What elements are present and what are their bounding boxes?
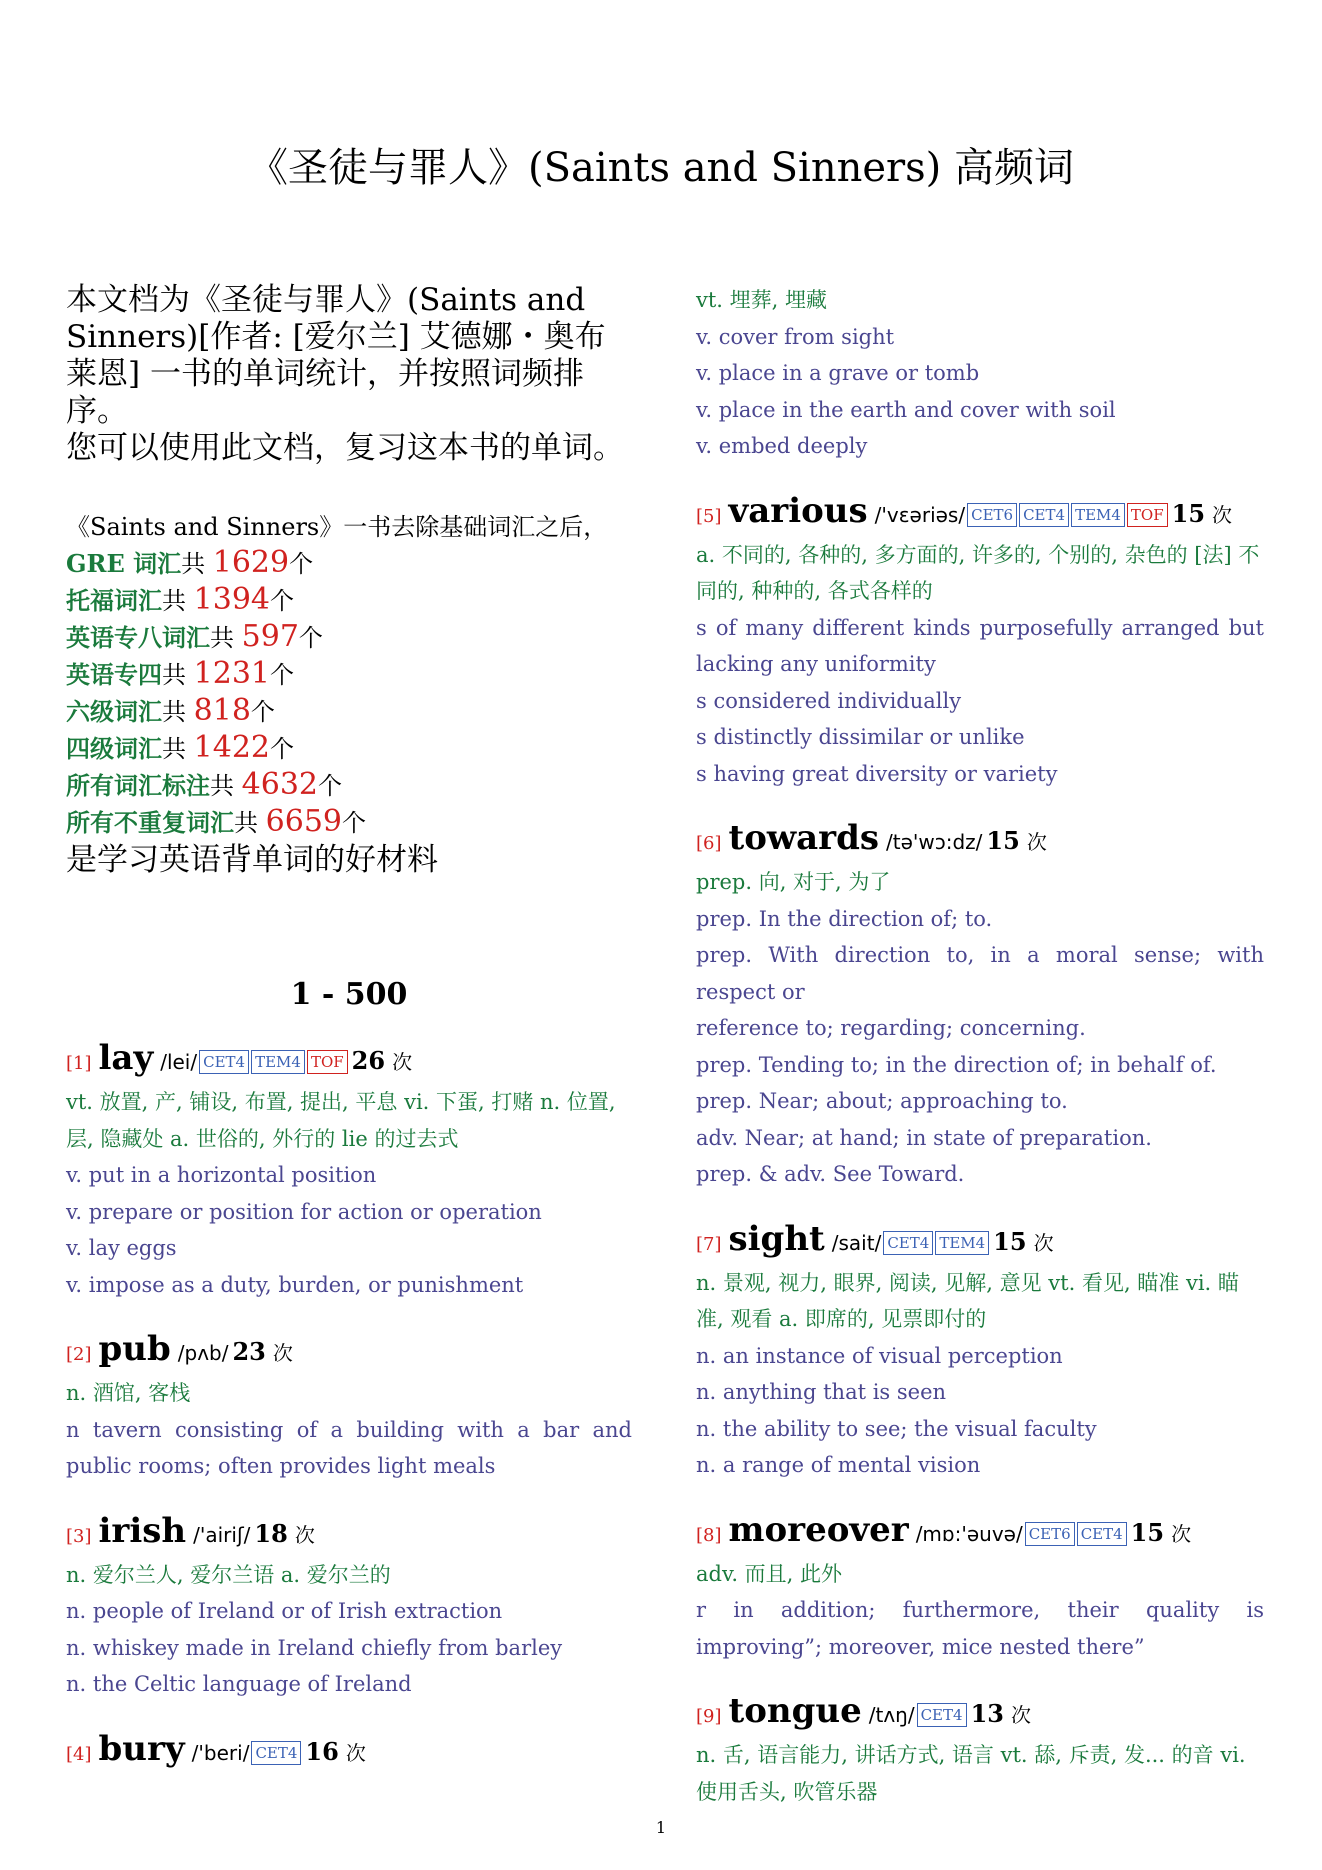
exam-tag-badge: CET4: [883, 1231, 933, 1255]
stats-lead: 《Saints and Sinners》一书去除基础词汇之后，: [66, 513, 608, 541]
entry-index: [6]: [696, 833, 722, 854]
chinese-definition: n. 舌, 语言能力, 讲话方式, 语言 vt. 舔, 斥责, 发... 的音 vi. 使用舌头, 吹管乐器: [696, 1743, 1246, 1804]
entry-head: [696, 1510, 1264, 1556]
times-label: 次: [392, 1050, 413, 1074]
chinese-definition: prep. 向, 对于, 为了: [696, 870, 891, 894]
entry-word: pub: [98, 1329, 171, 1369]
entry-index: [3]: [66, 1525, 92, 1547]
entry-word: sight: [728, 1218, 825, 1259]
stat-unit: 个: [270, 661, 294, 689]
exam-tag-badge: CET4: [199, 1050, 249, 1074]
english-definition: n. the Celtic language of Ireland: [66, 1672, 412, 1696]
entry-pronunciation: /'vɛəriəs/: [874, 502, 966, 527]
stat-unit: 个: [298, 624, 323, 652]
stat-label: 所有词汇标注: [66, 771, 210, 800]
entry-word: tongue: [728, 1691, 862, 1731]
chinese-definition: n. 景观, 视力, 眼界, 阅读, 见解, 意见 vt. 看见, 瞄准 vi. 瞄准, 观看 a. 即席的, 见票即付的: [696, 1270, 1239, 1331]
entry-pronunciation: /'airiʃ/: [193, 1522, 251, 1547]
english-definition: s considered individually: [696, 688, 962, 713]
stat-label: GRE 词汇: [66, 549, 182, 578]
entry-word: towards: [728, 818, 880, 858]
stats-list: [66, 545, 632, 841]
english-definition: v. put in a horizontal position: [66, 1163, 377, 1187]
word-entry: [696, 818, 1264, 1193]
stat-label: 英语专四: [66, 660, 162, 689]
times-label: 次: [1212, 502, 1233, 527]
page-number: 1: [655, 1818, 667, 1837]
vocabulary-stats: [66, 509, 632, 879]
english-definition: n. anything that is seen: [696, 1380, 947, 1404]
stat-label: 四级词汇: [66, 734, 162, 763]
stat-line: [66, 693, 632, 730]
stat-label: 六级词汇: [66, 697, 162, 726]
english-definition: v. place in the earth and cover with soil: [696, 397, 1116, 422]
entry-word: bury: [98, 1728, 185, 1769]
entry-head: [696, 1691, 1264, 1737]
english-definition: s distinctly dissimilar or unlike: [696, 725, 1025, 749]
entry-head: [696, 1219, 1264, 1265]
entry-frequency: 18: [254, 1518, 288, 1548]
exam-tag-badge: TOF: [1127, 503, 1168, 527]
english-definition: prep. & adv. See Toward.: [696, 1162, 965, 1186]
stat-joiner: 共: [162, 587, 194, 615]
english-definition: prep. In the direction of; to.: [696, 906, 993, 931]
entry-index: [8]: [696, 1524, 722, 1546]
stats-tail: 是学习英语背单词的好材料: [66, 842, 438, 878]
entry-head: [66, 1511, 632, 1557]
range-heading: 1 - 500: [290, 977, 408, 1012]
entry-word: irish: [98, 1510, 187, 1551]
stat-joiner: 共: [210, 624, 242, 652]
chinese-definition: adv. 而且, 此外: [696, 1561, 843, 1586]
stat-unit: 个: [250, 698, 275, 726]
entry-word: various: [728, 490, 868, 531]
entry-word: lay: [98, 1038, 154, 1078]
entry-head: [66, 1329, 632, 1375]
exam-tag-badge: CET6: [1025, 1522, 1075, 1546]
stat-count: 1394: [193, 582, 270, 617]
chinese-definition: vt. 埋葬, 埋藏: [696, 288, 828, 312]
english-definition: adv. Near; at hand; in state of preparation.: [696, 1125, 1152, 1150]
entry-pronunciation: /tə'wɔ:dz/: [886, 830, 983, 854]
exam-tag-badge: TOF: [307, 1050, 348, 1074]
word-entry: [696, 1219, 1264, 1484]
times-label: 次: [1171, 1521, 1192, 1546]
stat-joiner: 共: [234, 809, 266, 837]
word-entry: [696, 1510, 1264, 1666]
english-definition: prep. Near; about; approaching to.: [696, 1089, 1068, 1113]
english-definition: v. place in a grave or tomb: [696, 361, 980, 385]
entry-frequency: 15: [986, 826, 1020, 855]
english-definition: n. whiskey made in Ireland chiefly from barley: [66, 1635, 563, 1660]
entry-pronunciation: /tʌŋ/: [868, 1703, 915, 1727]
chinese-definition: n. 酒馆, 客栈: [66, 1381, 191, 1405]
entry-word: moreover: [728, 1509, 909, 1550]
entry-head: [696, 818, 1264, 864]
intro-line-2: 您可以使用此文档，复习这本书的单词。: [66, 430, 624, 466]
entry-pronunciation: /mɒ:'əuvə/: [915, 1521, 1023, 1546]
exam-tag-badge: TEM4: [935, 1231, 989, 1255]
stat-label: 托福词汇: [66, 586, 162, 615]
stat-joiner: 共: [162, 661, 194, 689]
stat-label: 所有不重复词汇: [66, 808, 234, 837]
english-definition: n. the ability to see; the visual faculty: [696, 1416, 1097, 1441]
entry-frequency: 16: [305, 1736, 339, 1766]
stat-unit: 个: [318, 772, 342, 800]
stat-count: 1422: [193, 730, 270, 765]
stat-line: [66, 767, 632, 804]
word-entry: [696, 1691, 1264, 1810]
stat-line: [66, 656, 632, 693]
entry-pronunciation: /'beri/: [191, 1740, 250, 1765]
times-label: 次: [1033, 1230, 1054, 1255]
stat-joiner: 共: [162, 735, 194, 763]
stat-unit: 个: [270, 735, 294, 763]
english-definition: v. impose as a duty, burden, or punishment: [66, 1272, 524, 1297]
exam-tag-badge: TEM4: [1071, 503, 1125, 527]
english-definition: v. cover from sight: [696, 324, 895, 349]
stat-unit: 个: [342, 809, 366, 837]
english-definition: n. a range of mental vision: [696, 1453, 981, 1477]
exam-tag-badge: CET4: [251, 1741, 301, 1765]
entry-frequency: 26: [351, 1046, 386, 1075]
entry-frequency: 15: [993, 1226, 1027, 1256]
entry-pronunciation: /lei/: [160, 1050, 198, 1074]
stat-unit: 个: [270, 587, 294, 615]
english-definition: v. prepare or position for action or operation: [66, 1199, 542, 1224]
entries-left: [66, 1038, 632, 1775]
stat-line: [66, 804, 632, 841]
english-definition: n. people of Ireland or of Irish extraction: [66, 1599, 503, 1623]
entry-frequency: 15: [1171, 498, 1206, 528]
chinese-definition: vt. 放置, 产, 铺设, 布置, 提出, 平息 vi. 下蛋, 打赌 n. 位置, 层, 隐藏处 a. 世俗的, 外行的 lie 的过去式: [66, 1090, 616, 1151]
english-definition: prep. With direction to, in a moral sense; with respect or: [696, 943, 1264, 1004]
stat-label: 英语专八词汇: [66, 623, 210, 652]
entry-pronunciation: /sait/: [831, 1230, 882, 1255]
english-definition: reference to; regarding; concerning.: [696, 1016, 1086, 1040]
stat-joiner: 共: [210, 772, 242, 800]
english-definition: n tavern consisting of a building with a bar and public rooms; often provides light meals: [66, 1417, 632, 1478]
stat-line: [66, 619, 632, 656]
word-entry: [696, 491, 1264, 793]
stat-count: 6659: [265, 804, 342, 839]
stat-count: 1231: [193, 656, 270, 691]
times-label: 次: [294, 1522, 315, 1547]
times-label: 次: [272, 1341, 293, 1365]
english-definition: n. an instance of visual perception: [696, 1343, 1063, 1368]
entry-pronunciation: /pʌb/: [177, 1341, 229, 1365]
stat-unit: 个: [289, 550, 314, 578]
intro-line-1: 本文档为《圣徒与罪人》(Saints and Sinners)[作者: [爱尔兰] 艾德娜・奥布莱恩] 一书的单词统计，并按照词频排序。: [66, 282, 606, 429]
entry-index: [9]: [696, 1706, 722, 1727]
entry-index: [2]: [66, 1344, 92, 1365]
exam-tag-badge: TEM4: [251, 1050, 305, 1074]
entry-index: [5]: [696, 505, 722, 527]
entry-head: [696, 491, 1264, 537]
exam-tag-badge: CET4: [1019, 503, 1069, 527]
english-definition: s having great diversity or variety: [696, 761, 1058, 786]
stat-count: 818: [193, 693, 251, 728]
entry-frequency: 15: [1130, 1517, 1165, 1547]
entry-index: [7]: [696, 1233, 722, 1255]
word-entry: [66, 1729, 632, 1775]
english-definition: v. embed deeply: [696, 434, 868, 458]
times-label: 次: [1026, 830, 1047, 854]
stat-count: 597: [241, 619, 299, 654]
times-label: 次: [345, 1740, 366, 1765]
word-entry: [66, 1329, 632, 1485]
exam-tag-badge: CET6: [967, 503, 1017, 527]
exam-tag-badge: CET4: [917, 1703, 967, 1727]
exam-tag-badge: CET4: [1077, 1522, 1127, 1546]
right-column: [696, 282, 1264, 1836]
entry-index: [1]: [66, 1053, 92, 1074]
entry-frequency: 23: [232, 1337, 266, 1366]
word-entry: [66, 1038, 632, 1303]
intro-paragraph: [66, 282, 632, 467]
stat-count: 4632: [241, 767, 318, 802]
left-column: [66, 282, 632, 1801]
entry-frequency: 13: [970, 1699, 1004, 1728]
english-definition: v. lay eggs: [66, 1236, 177, 1260]
entries-right: [696, 282, 1264, 1810]
chinese-definition: n. 爱尔兰人, 爱尔兰语 a. 爱尔兰的: [66, 1562, 391, 1587]
entry-head: [66, 1038, 632, 1084]
word-entry: [696, 282, 1264, 465]
stat-line: [66, 730, 632, 767]
stat-line: [66, 582, 632, 619]
entry-head: [66, 1729, 632, 1775]
chinese-definition: a. 不同的, 各种的, 多方面的, 许多的, 个别的, 杂色的 [法] 不同的, 种种的, 各式各样的: [696, 542, 1260, 603]
english-definition: prep. Tending to; in the direction of; in behalf of.: [696, 1052, 1217, 1077]
english-definition: r in addition; furthermore, their quality is improving”; moreover, mice nested there”: [696, 1598, 1264, 1659]
stat-line: [66, 545, 632, 582]
stat-count: 1629: [212, 545, 290, 580]
document-title: 《圣徒与罪人》(Saints and Sinners) 高频词: [247, 145, 1074, 191]
entry-index: [4]: [66, 1743, 92, 1765]
word-entry: [66, 1511, 632, 1703]
english-definition: s of many different kinds purposefully arranged but lacking any uniformity: [696, 615, 1264, 676]
stat-joiner: 共: [162, 698, 194, 726]
stat-joiner: 共: [181, 550, 213, 578]
times-label: 次: [1010, 1703, 1031, 1727]
